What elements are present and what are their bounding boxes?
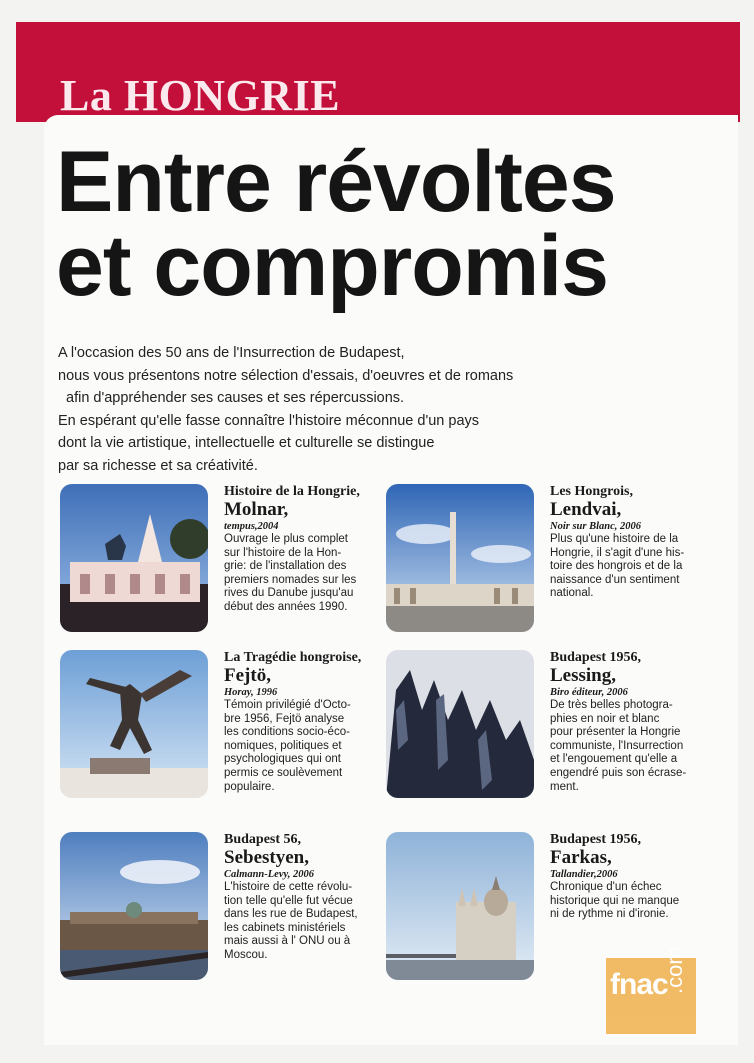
- book-title: La Tragédie hongroise,: [224, 650, 362, 665]
- description-line: les conditions socio-éco-: [224, 726, 350, 739]
- book-info: [224, 650, 392, 794]
- page-title: [56, 134, 736, 314]
- section-kicker: La HONGRIE: [60, 71, 341, 120]
- description-line: les cabinets ministériels: [224, 921, 346, 934]
- description-line: pour présenter la Hongrie: [550, 726, 681, 739]
- book-info: [550, 484, 718, 601]
- description-line: premiers nomades sur les: [224, 573, 357, 586]
- description-line: début des années 1990.: [224, 600, 348, 613]
- description-line: naissance d'un sentiment: [550, 573, 680, 586]
- description-line: bre 1956, Fejtö analyse: [224, 712, 345, 725]
- book-info: [550, 832, 718, 922]
- book-description: [224, 533, 392, 615]
- description-line: populaire.: [224, 780, 275, 793]
- book-title: Budapest 1956,: [550, 832, 642, 847]
- book-cover-photo: [60, 484, 208, 632]
- logo-suffix: .com: [662, 946, 687, 994]
- description-line: ni de rythme ni d'ironie.: [550, 908, 669, 921]
- book-publisher: tempus,2004: [224, 521, 279, 532]
- fnac-logo[interactable]: [606, 946, 696, 1034]
- description-line: sur l'histoire de la Hon-: [224, 546, 342, 559]
- book-author: Sebestyen,: [224, 847, 309, 868]
- intro-line: afin d'appréhender ses causes et ses répercussions.: [66, 390, 405, 406]
- book-publisher: Calmann-Levy, 2006: [224, 869, 315, 880]
- book-author: Lendvai,: [550, 499, 622, 520]
- description-line: dans les rue de Budapest,: [224, 908, 358, 921]
- book-info: [224, 832, 392, 963]
- description-line: ment.: [550, 780, 579, 793]
- book-description: [224, 881, 392, 963]
- description-line: L'histoire de cette révolu-: [224, 881, 353, 893]
- description-line: historique qui ne manque: [550, 894, 680, 907]
- description-line: toire des hongrois et de la: [550, 560, 683, 573]
- description-line: nomiques, politiques et: [224, 739, 342, 752]
- logo-brand: fnac: [610, 968, 668, 1001]
- book-publisher: Horay, 1996: [224, 687, 278, 698]
- book-cover-photo: [386, 832, 534, 980]
- book-card[interactable]: [60, 650, 390, 810]
- book-description: [550, 699, 718, 794]
- book-title: Budapest 56,: [224, 832, 302, 847]
- book-cover-photo: [60, 832, 208, 980]
- book-publisher: Noir sur Blanc, 2006: [550, 521, 642, 532]
- book-title: Budapest 1956,: [550, 650, 642, 665]
- description-line: rives du Danube jusqu'au: [224, 587, 354, 600]
- description-line: Hongrie, il s'agit d'une his-: [550, 546, 685, 559]
- intro-line: par sa richesse et sa créativité.: [58, 457, 258, 474]
- book-description: [550, 533, 718, 601]
- title-line-2: et compromis: [56, 218, 608, 314]
- description-line: national.: [550, 587, 594, 600]
- book-cover-photo: [386, 484, 534, 632]
- book-author: Fejtö,: [224, 665, 271, 686]
- title-line-1: Entre révoltes: [56, 134, 616, 230]
- book-card[interactable]: [60, 484, 390, 644]
- description-line: Moscou.: [224, 948, 268, 961]
- book-author: Farkas,: [550, 847, 612, 868]
- description-line: grie: de l'installation des: [224, 560, 347, 573]
- book-cover-photo: [60, 650, 208, 798]
- book-description: [224, 699, 392, 794]
- description-line: mais aussi à l' ONU ou à: [224, 935, 351, 948]
- description-line: permis ce soulèvement: [224, 766, 343, 779]
- book-publisher: Tallandier,2006: [550, 869, 618, 880]
- book-description: [550, 881, 718, 922]
- description-line: tion telle qu'elle fut vécue: [224, 894, 353, 907]
- description-line: et l'engouement qu'elle a: [550, 753, 678, 766]
- book-publisher: Biro éditeur, 2006: [550, 687, 628, 698]
- book-info: [224, 484, 392, 615]
- description-line: communiste, l'Insurrection: [550, 739, 684, 752]
- book-title: Histoire de la Hongrie,: [224, 484, 360, 499]
- description-line: De très belles photogra-: [550, 699, 673, 711]
- book-info: [550, 650, 718, 794]
- intro-paragraph: [58, 342, 578, 477]
- book-card[interactable]: [386, 650, 716, 810]
- description-line: Témoin privilégié d'Octo-: [224, 699, 351, 711]
- description-line: psychologiques qui ont: [224, 753, 341, 766]
- description-line: phies en noir et blanc: [550, 712, 660, 725]
- intro-line: dont la vie artistique, intellectuelle et culturelle se distingue: [58, 435, 435, 451]
- description-line: engendré puis son écrase-: [550, 766, 687, 779]
- book-cover-photo: [386, 650, 534, 798]
- intro-line: En espérant qu'elle fasse connaître l'histoire méconnue d'un pays: [58, 412, 480, 429]
- description-line: Plus qu'une histoire de la: [550, 533, 679, 545]
- description-line: Chronique d'un échec: [550, 881, 662, 893]
- intro-line: nous vous présentons notre sélection d'essais, d'oeuvres et de romans: [58, 367, 514, 384]
- book-card[interactable]: [386, 484, 716, 644]
- book-author: Lessing,: [550, 665, 616, 686]
- book-card[interactable]: [60, 832, 390, 992]
- book-title: Les Hongrois,: [550, 484, 633, 499]
- description-line: Ouvrage le plus complet: [224, 533, 349, 545]
- intro-line: A l'occasion des 50 ans de l'Insurrection de Budapest,: [58, 345, 405, 361]
- book-author: Molnar,: [224, 499, 289, 520]
